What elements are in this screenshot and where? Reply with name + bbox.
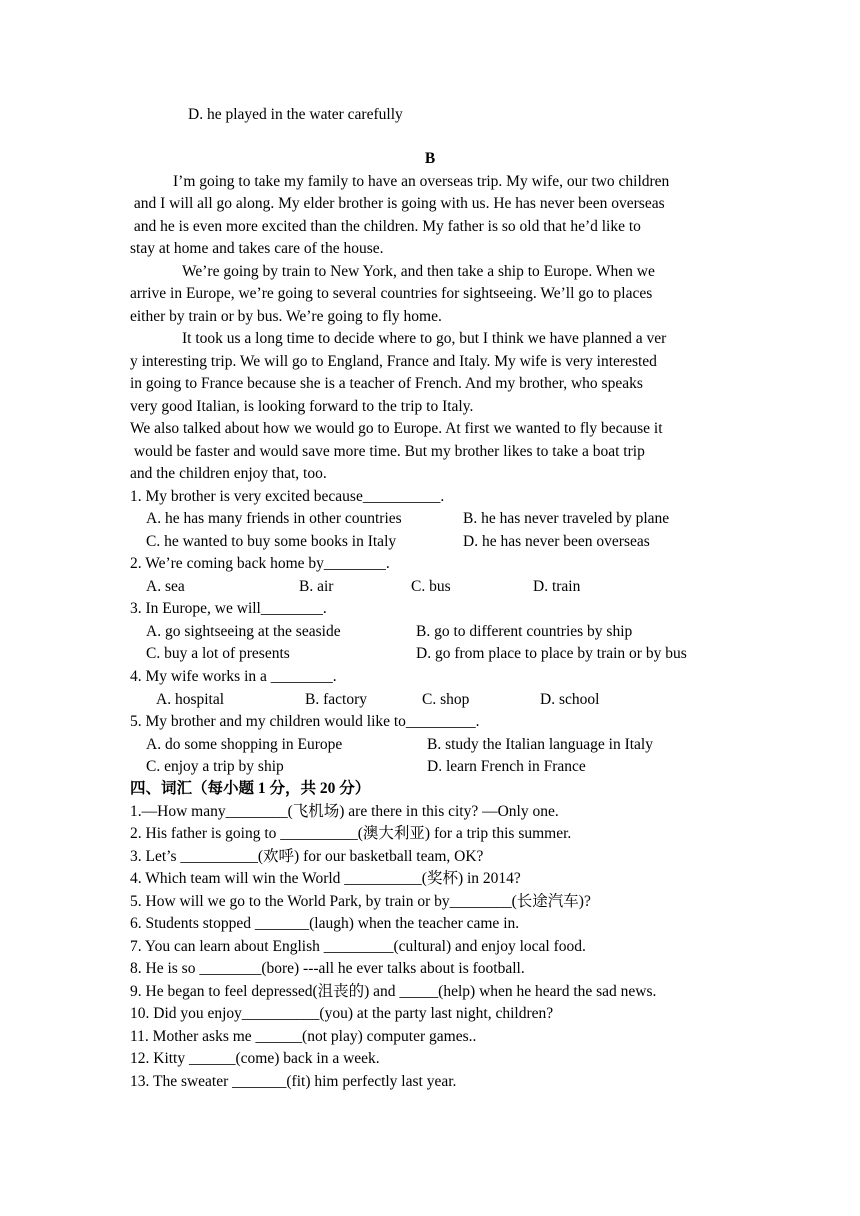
- option-d[interactable]: D. he has never been overseas: [463, 533, 650, 550]
- passage-line: either by train or by bus. We’re going to fly home.: [130, 308, 442, 325]
- option-c[interactable]: C. buy a lot of presents: [146, 645, 290, 662]
- previous-option-d: D. he played in the water carefully: [188, 106, 403, 123]
- passage-line: It took us a long time to decide where to go, but I think we have planned a ver: [182, 330, 667, 347]
- option-c[interactable]: C. enjoy a trip by ship: [146, 758, 284, 775]
- vocab-item: 11. Mother asks me ______(not play) computer games..: [130, 1028, 477, 1045]
- option-b[interactable]: B. go to different countries by ship: [416, 623, 633, 640]
- vocab-item: 1.—How many________(飞机场) are there in this city? —Only one.: [130, 803, 559, 820]
- question-stem: 4. My wife works in a ________.: [130, 668, 337, 685]
- option-a[interactable]: A. do some shopping in Europe: [146, 736, 343, 753]
- passage-line: and the children enjoy that, too.: [130, 465, 327, 482]
- passage-line: and he is even more excited than the children. My father is so old that he’d like to: [130, 218, 641, 235]
- option-a[interactable]: A. go sightseeing at the seaside: [146, 623, 341, 640]
- vocab-item: 3. Let’s __________(欢呼) for our basketball team, OK?: [130, 848, 484, 865]
- option-b[interactable]: B. he has never traveled by plane: [463, 510, 670, 527]
- vocab-item: 7. You can learn about English _________(cultural) and enjoy local food.: [130, 938, 586, 955]
- option-c[interactable]: C. he wanted to buy some books in Italy: [146, 533, 397, 550]
- passage-line: very good Italian, is looking forward to the trip to Italy.: [130, 398, 474, 415]
- question-stem: 1. My brother is very excited because__________.: [130, 488, 445, 505]
- passage-line: y interesting trip. We will go to England, France and Italy. My wife is very interested: [130, 353, 657, 370]
- passage-title: B: [424, 150, 436, 167]
- passage-line: We’re going by train to New York, and then take a ship to Europe. When we: [182, 263, 655, 280]
- option-a[interactable]: A. he has many friends in other countries: [146, 510, 402, 527]
- option-d[interactable]: D. go from place to place by train or by bus: [416, 645, 687, 662]
- option-a[interactable]: A. sea: [146, 578, 185, 595]
- question-stem: 2. We’re coming back home by________.: [130, 555, 390, 572]
- passage-line: stay at home and takes care of the house.: [130, 240, 384, 257]
- passage-line: would be faster and would save more time. But my brother likes to take a boat trip: [130, 443, 645, 460]
- passage-line: arrive in Europe, we’re going to several countries for sightseeing. We’ll go to places: [130, 285, 653, 302]
- vocab-item: 12. Kitty ______(come) back in a week.: [130, 1050, 380, 1067]
- passage-line: I’m going to take my family to have an overseas trip. My wife, our two children: [173, 173, 670, 190]
- passage-line: and I will all go along. My elder brother is going with us. He has never been overseas: [130, 195, 665, 212]
- passage-line: We also talked about how we would go to Europe. At first we wanted to fly because it: [130, 420, 663, 437]
- question-stem: 5. My brother and my children would like to_________.: [130, 713, 480, 730]
- option-d[interactable]: D. train: [533, 578, 581, 595]
- vocab-item: 9. He began to feel depressed(沮丧的) and _____(help) when he heard the sad news.: [130, 983, 657, 1000]
- option-d[interactable]: D. school: [540, 691, 600, 708]
- option-b[interactable]: B. air: [299, 578, 334, 595]
- option-a[interactable]: A. hospital: [156, 691, 225, 708]
- vocab-item: 2. His father is going to __________(澳大利亚) for a trip this summer.: [130, 825, 572, 842]
- vocab-item: 5. How will we go to the World Park, by train or by________(长途汽车)?: [130, 893, 591, 910]
- question-stem: 3. In Europe, we will________.: [130, 600, 327, 617]
- vocab-item: 13. The sweater _______(fit) him perfectly last year.: [130, 1073, 457, 1090]
- vocab-item: 8. He is so ________(bore) ---all he ever talks about is football.: [130, 960, 525, 977]
- vocab-item: 4. Which team will win the World __________(奖杯) in 2014?: [130, 870, 521, 887]
- vocab-section-heading: 四、词汇（每小题 1 分，共 20 分）: [130, 780, 371, 797]
- option-c[interactable]: C. bus: [411, 578, 451, 595]
- option-b[interactable]: B. study the Italian language in Italy: [427, 736, 653, 753]
- vocab-item: 6. Students stopped _______(laugh) when the teacher came in.: [130, 915, 520, 932]
- option-c[interactable]: C. shop: [422, 691, 470, 708]
- option-b[interactable]: B. factory: [305, 691, 367, 708]
- option-d[interactable]: D. learn French in France: [427, 758, 586, 775]
- passage-line: in going to France because she is a teacher of French. And my brother, who speaks: [130, 375, 643, 392]
- vocab-item: 10. Did you enjoy__________(you) at the party last night, children?: [130, 1005, 554, 1022]
